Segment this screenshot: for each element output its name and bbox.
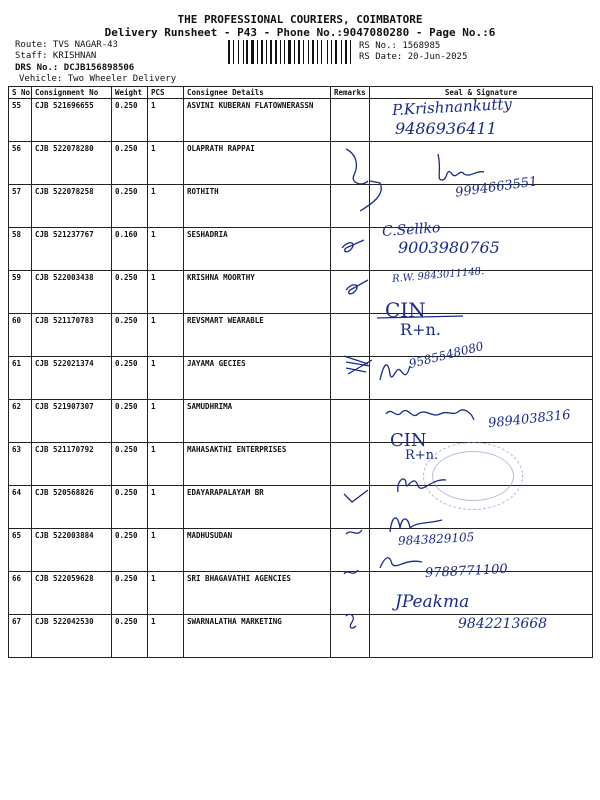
cell-pcs: 1 (148, 314, 184, 357)
cell-weight: 0.250 (112, 529, 148, 572)
signature-63-text2: R+n. (405, 448, 439, 463)
cell-weight: 0.160 (112, 228, 148, 271)
cell-remarks (331, 443, 370, 486)
signature-58-phone: 9003980765 (398, 238, 500, 257)
cell-consignee: SWARNALATHA MARKETING (184, 615, 331, 658)
cell-consignee: MAHASAKTHI ENTERPRISES (184, 443, 331, 486)
cell-cn: CJB 521907307 (32, 400, 112, 443)
cell-cn: CJB 522042530 (32, 615, 112, 658)
cell-consignee: SESHADRIA (184, 228, 331, 271)
remark-tick-58 (338, 236, 368, 260)
col-weight: Weight (112, 87, 148, 99)
cell-sno: 67 (9, 615, 32, 658)
cell-sno: 63 (9, 443, 32, 486)
cell-cn: CJB 522021374 (32, 357, 112, 400)
runsheet-subtitle: Delivery Runsheet - P43 - Phone No.:9047080280 - Page No.:6 (104, 26, 496, 39)
signature-65-scribble (386, 510, 446, 534)
signature-65-phone: 9843829105 (397, 530, 475, 548)
cell-cn: CJB 521696655 (32, 99, 112, 142)
signature-66-scribble (376, 552, 426, 572)
signature-67-name: JPeakma (395, 592, 470, 612)
cell-remarks (331, 400, 370, 443)
cell-cn: CJB 520568826 (32, 486, 112, 529)
cell-weight: 0.250 (112, 572, 148, 615)
cell-weight: 0.250 (112, 314, 148, 357)
cell-consignee: OLAPRATH RAPPAI (184, 142, 331, 185)
rs-number: RS No.: 1568985 (359, 41, 441, 51)
cell-weight: 0.250 (112, 271, 148, 314)
cell-sno: 60 (9, 314, 32, 357)
cell-pcs: 1 (148, 142, 184, 185)
remark-mark-61 (340, 352, 374, 378)
signature-57-phone: 9994663551 (454, 174, 539, 201)
col-pcs: PCS (148, 87, 184, 99)
cell-cn: CJB 522059628 (32, 572, 112, 615)
cell-consignee: ROTHITH (184, 185, 331, 228)
signature-60-underline (375, 312, 465, 322)
signature-62-scribble (382, 402, 482, 424)
table-row (9, 228, 593, 271)
cell-weight: 0.250 (112, 615, 148, 658)
drs-label: DRS No.: (15, 63, 59, 73)
cell-weight: 0.250 (112, 400, 148, 443)
route-label: Route: TVS NAGAR-43 (15, 40, 118, 50)
cell-sno: 66 (9, 572, 32, 615)
cell-pcs: 1 (148, 357, 184, 400)
signature-60-text: CIN (385, 298, 426, 322)
cell-sno: 65 (9, 529, 32, 572)
cell-consignee: ASVINI KUBERAN FLATOWNERASSN (184, 99, 331, 142)
staff-label: Staff: KRISHNAN (15, 51, 97, 61)
cell-consignee: JAYAMA GECIES (184, 357, 331, 400)
cell-cn: CJB 522003884 (32, 529, 112, 572)
cell-pcs: 1 (148, 443, 184, 486)
cell-sno: 64 (9, 486, 32, 529)
cell-consignee: MADHUSUDAN (184, 529, 331, 572)
cell-weight: 0.250 (112, 99, 148, 142)
table-row (9, 314, 593, 357)
cell-remarks (331, 99, 370, 142)
signature-58-name: C.Sellko (381, 219, 441, 241)
cell-consignee: SAMUDHRIMA (184, 400, 331, 443)
cell-cn: CJB 521237767 (32, 228, 112, 271)
cell-remarks (331, 314, 370, 357)
signature-67-phone: 9842213668 (458, 616, 548, 632)
cell-consignee: KRISHNA MOORTHY (184, 271, 331, 314)
cell-pcs: 1 (148, 529, 184, 572)
cell-sno: 55 (9, 99, 32, 142)
cell-consignee: EDAYARAPALAYAM BR (184, 486, 331, 529)
rs-date: RS Date: 20-Jun-2025 (359, 52, 468, 62)
signature-61-phone: 9585548080 (407, 338, 485, 372)
cell-pcs: 1 (148, 615, 184, 658)
cell-sno: 59 (9, 271, 32, 314)
cell-sno: 62 (9, 400, 32, 443)
remark-tick-64 (340, 488, 370, 508)
signature-64-scribble (392, 466, 452, 496)
company-title: THE PROFESSIONAL COURIERS, COIMBATORE (177, 13, 423, 26)
cell-weight: 0.250 (112, 486, 148, 529)
cell-sno: 57 (9, 185, 32, 228)
cell-cn: CJB 521170783 (32, 314, 112, 357)
col-signature: Seal & Signature (370, 87, 593, 99)
cell-consignee: REVSMART WEARABLE (184, 314, 331, 357)
cell-pcs: 1 (148, 228, 184, 271)
remark-mark-56-57 (340, 145, 400, 215)
cell-sno: 58 (9, 228, 32, 271)
signature-56-scribble (432, 150, 492, 186)
remark-tick-67 (344, 610, 360, 632)
signature-55-phone: 9486936411 (395, 119, 497, 138)
col-sno: S No (9, 87, 32, 99)
signature-63-text: CIN (390, 430, 427, 451)
cell-pcs: 1 (148, 99, 184, 142)
signature-66-phone: 9788771100 (424, 561, 509, 582)
remark-mark-65 (344, 524, 364, 540)
table-row (9, 572, 593, 615)
col-remarks: Remarks (331, 87, 370, 99)
cell-cn: CJB 522003438 (32, 271, 112, 314)
drs-value: DCJB156898506 (63, 63, 135, 73)
cell-cn: CJB 522078258 (32, 185, 112, 228)
signature-59-text: R.W. 9843011148. (391, 265, 485, 286)
signature-60-text2: R+n. (400, 320, 441, 339)
cell-cn: CJB 521170792 (32, 443, 112, 486)
cell-weight: 0.250 (112, 142, 148, 185)
cell-pcs: 1 (148, 185, 184, 228)
cell-sno: 61 (9, 357, 32, 400)
cell-weight: 0.250 (112, 185, 148, 228)
signature-62-phone: 9894038316 (487, 407, 572, 432)
remark-mark-66 (342, 566, 362, 580)
cell-weight: 0.250 (112, 443, 148, 486)
cell-pcs: 1 (148, 486, 184, 529)
col-consignee: Consignee Details (184, 87, 331, 99)
remark-tick-59 (342, 276, 372, 302)
cell-pcs: 1 (148, 572, 184, 615)
drs-number (15, 63, 134, 73)
table-row (9, 357, 593, 400)
table-row (9, 271, 593, 314)
col-consignment: Consignment No (32, 87, 112, 99)
cell-weight: 0.250 (112, 357, 148, 400)
vehicle-label: Vehicle: Two Wheeler Delivery (19, 74, 177, 84)
cell-pcs: 1 (148, 400, 184, 443)
cell-sno: 56 (9, 142, 32, 185)
barcode-image (228, 40, 354, 64)
signature-55-name: P.Krishnankutty (391, 94, 513, 120)
cell-consignee: SRI BHAGAVATHI AGENCIES (184, 572, 331, 615)
cell-pcs: 1 (148, 271, 184, 314)
cell-cn: CJB 522078280 (32, 142, 112, 185)
